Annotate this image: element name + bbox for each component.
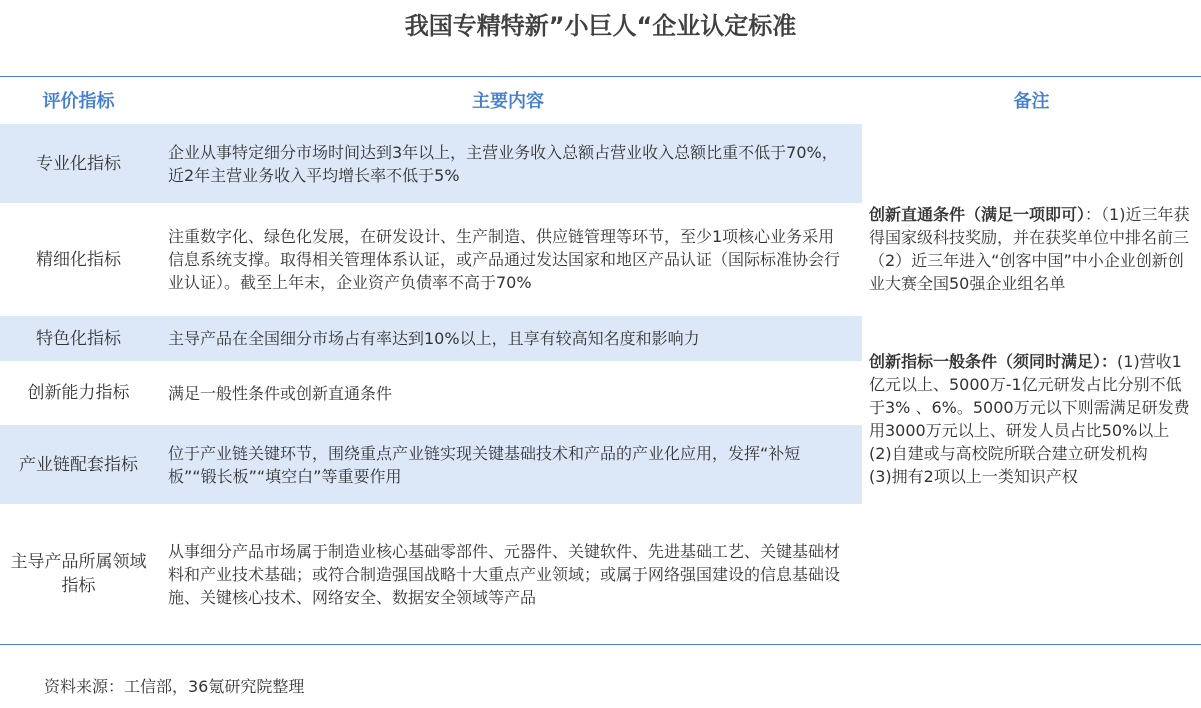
row-content: 企业从事特定细分市场时间达到3年以上，主营业务收入总额占营业收入总额比重不低于70%，近2年主营业务收入平均增长率不低于5%	[168, 142, 838, 185]
row-indicator: 产业链配套指标	[19, 454, 138, 475]
row-content: 主导产品在全国细分市场占有率达到10%以上，且享有较高知名度和影响力	[168, 329, 700, 348]
row-indicator: 创新能力指标	[27, 383, 130, 403]
page-title: 我国专精特新”小巨人“企业认定标准	[404, 12, 797, 40]
row-indicator: 专业化指标	[36, 153, 121, 174]
note-general-condition-3: (3)拥有2项以上一类知识产权	[869, 467, 1078, 486]
table-top-border	[0, 76, 1201, 77]
row-content: 位于产业链关键环节，围绕重点产业链实现关键基础技术和产品的产业化应用，发挥“补短板”“锻长板”“填空白”等重要作用	[168, 443, 801, 486]
note-general-condition-2: (2)自建或与高校院所联合建立研发机构	[869, 444, 1148, 463]
row-content: 从事细分产品市场属于制造业核心基础零部件、元器件、关键软件、先进基础工艺、关键基础材料和产业技术基础；或符合制造强国战略十大重点产业领域；或属于网络强国建设的信息基础设施、关键核心技术、网络安全、数据安全领域等产品	[168, 541, 841, 607]
note-general-conditions-text: (1)营收1亿元以上、5000万-1亿元研发占比分别不低于3% 、6%。5000万元以下则需满足研发费用3000万元以上、研发人员占比50%以上	[869, 352, 1190, 440]
source-note: 资料来源：工信部，36氪研究院整理	[44, 677, 305, 696]
header-indicator: 评价指标	[42, 91, 115, 112]
row-indicator: 特色化指标	[36, 328, 121, 349]
note-direct-conditions-text: ：（1)近三年获得国家级科技奖励，并在获奖单位中排名前三（2）近三年进入“创客中国”中小企业创新创业大赛全国50强企业组名单	[869, 205, 1190, 293]
note-general-conditions	[869, 350, 1194, 488]
table-bottom-border	[0, 644, 1201, 645]
note-direct-conditions	[869, 203, 1194, 295]
header-note: 备注	[1013, 91, 1050, 112]
row-indicator: 精细化指标	[36, 249, 121, 270]
row-content: 满足一般性条件或创新直通条件	[168, 383, 393, 403]
note-direct-conditions-heading: 创新直通条件（满足一项即可）	[869, 205, 1086, 224]
row-indicator: 主导产品所属领域指标	[10, 552, 147, 596]
row-content: 注重数字化、绿色化发展，在研发设计、生产制造、供应链管理等环节，至少1项核心业务采用信息系统支撑。取得相关管理体系认证，或产品通过发达国家和地区产品认证（国际标准协会行业认证）。截至上年末，企业资产负债率不高于70%	[168, 227, 841, 292]
header-content: 主要内容	[472, 91, 544, 112]
note-general-conditions-heading: 创新指标一般条件（须同时满足）：	[869, 352, 1118, 371]
